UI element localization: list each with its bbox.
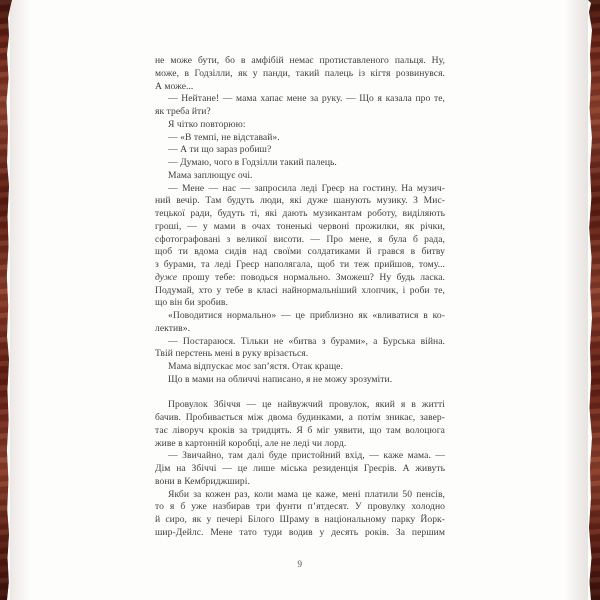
text-line: — Думаю, чого в Годзілли такий палець. [168,157,337,168]
page-number: 9 [297,559,303,569]
text-line: — Нейтане! — мама хапає мене за руку. — Що я казала про те, [168,93,445,105]
text-line: гроші, — у мами в очах тоненькі червоні прожилки, як річки, [155,220,445,232]
paragraph [155,361,445,374]
text-line: — А ти що зараз робиш? [168,144,272,156]
left-torn-edge-decoration [0,0,12,600]
paragraph [155,489,445,540]
paragraph [155,310,445,336]
paragraph [155,55,445,93]
paragraph [155,93,445,119]
text-line: з бурами, та леді Греєр наполягала, щоб ти теж прийшов, тому... [155,259,445,270]
text-line: ний вечір. Там будуть люди, які дуже шанують музику. З Мис- [155,195,445,207]
text-line: Що в мами на обличчі написано, я не можу зрозуміти. [168,373,393,385]
left-scan-shadow [10,0,30,600]
paragraph [155,170,445,183]
text-line: сфотографовані з великої висоти. — Про мене, я була б рада, [155,233,445,245]
text-line: то я б уже назбирав три фунти п’ятдесят. У провулку холодно [155,501,445,513]
text-line: — Звичайно, там далі буде пристойний вхід, — каже мама. — [168,450,445,462]
text-line: Твій перстень мені в руку врізається. [155,348,309,360]
paragraph [155,399,445,450]
text-line: щоб ти вдома сидів над своїми солдатиками й грався в битву [155,246,445,258]
text-line: Мама заплющує очі. [168,169,253,181]
paragraph [155,157,445,170]
paragraph [155,450,445,488]
paragraph [155,183,445,311]
text-line: що він би зробив. [155,297,228,309]
text-line: А може... [155,80,194,92]
text-line: лектив». [155,322,191,334]
text-line: дуже прошу тебе: поводься нормально. Зможеш? Ну будь ласка. [155,271,445,283]
text-line: — Мене — нас — запросила леді Греєр на гостину. На музич- [168,182,445,194]
text-line: тецької ради, будуть ті, які дають музикантам роботу, виділяють [155,208,445,219]
paragraph [155,144,445,157]
text-line: тає ліворуч кроків за тридцять. Я б міг уявити, що там волоцюга [155,424,445,436]
text-line: Якби за кожен раз, коли мама це каже, мені платили 50 пенсів, [168,488,445,500]
text-line: як треба йти? [155,106,211,117]
text-line: — Постараюся. Тільки не «битва з бурами», а Бурська війна. [168,335,445,347]
paragraph [155,336,445,362]
text-line: Дім на Збіччі — це лише міська резиденція Греєрів. А живуть [155,463,445,474]
text-line: Мама відпускає моє зап’ястя. Отак краще. [168,361,343,372]
text-line: Я чітко повторюю: [168,118,246,130]
text-line: «Поводитися нормально» — це приблизно як «вливатися в ко- [168,310,445,321]
paragraph [155,119,445,132]
paragraph [155,374,445,387]
text-line: не може бути, бо в амфібій немає протиставленого пальця. Ну, [155,55,445,66]
text-block [155,55,445,540]
text-line: Подумай, хто у тебе в класі найнормальніший хлопчик, і роби те, [155,284,445,296]
right-scan-shadow [564,0,588,600]
text-line: Провулок Збіччя — це найвужчий провулок, який я в житті [168,399,445,411]
text-line: живе в картонній коробці, але не леді чи лорд. [155,437,347,449]
right-torn-edge-decoration [586,0,600,600]
text-line: бачив. Пробивається між двома будинками, а потім зникає, завер- [155,412,445,423]
text-line: — «В темпі, не відставай». [168,131,280,143]
text-line: може, в Годзілли, як у панди, такий палець із кігтя розвинувся. [155,67,445,79]
paragraph [155,132,445,145]
text-line: й сиро, як у печері Білого Шраму в національному парку Йорк- [155,514,445,525]
text-line: вони в Кембриджширі. [155,475,250,487]
text-line: шир-Дейлс. Мене тато туди водив у десять років. За першим [155,526,445,538]
